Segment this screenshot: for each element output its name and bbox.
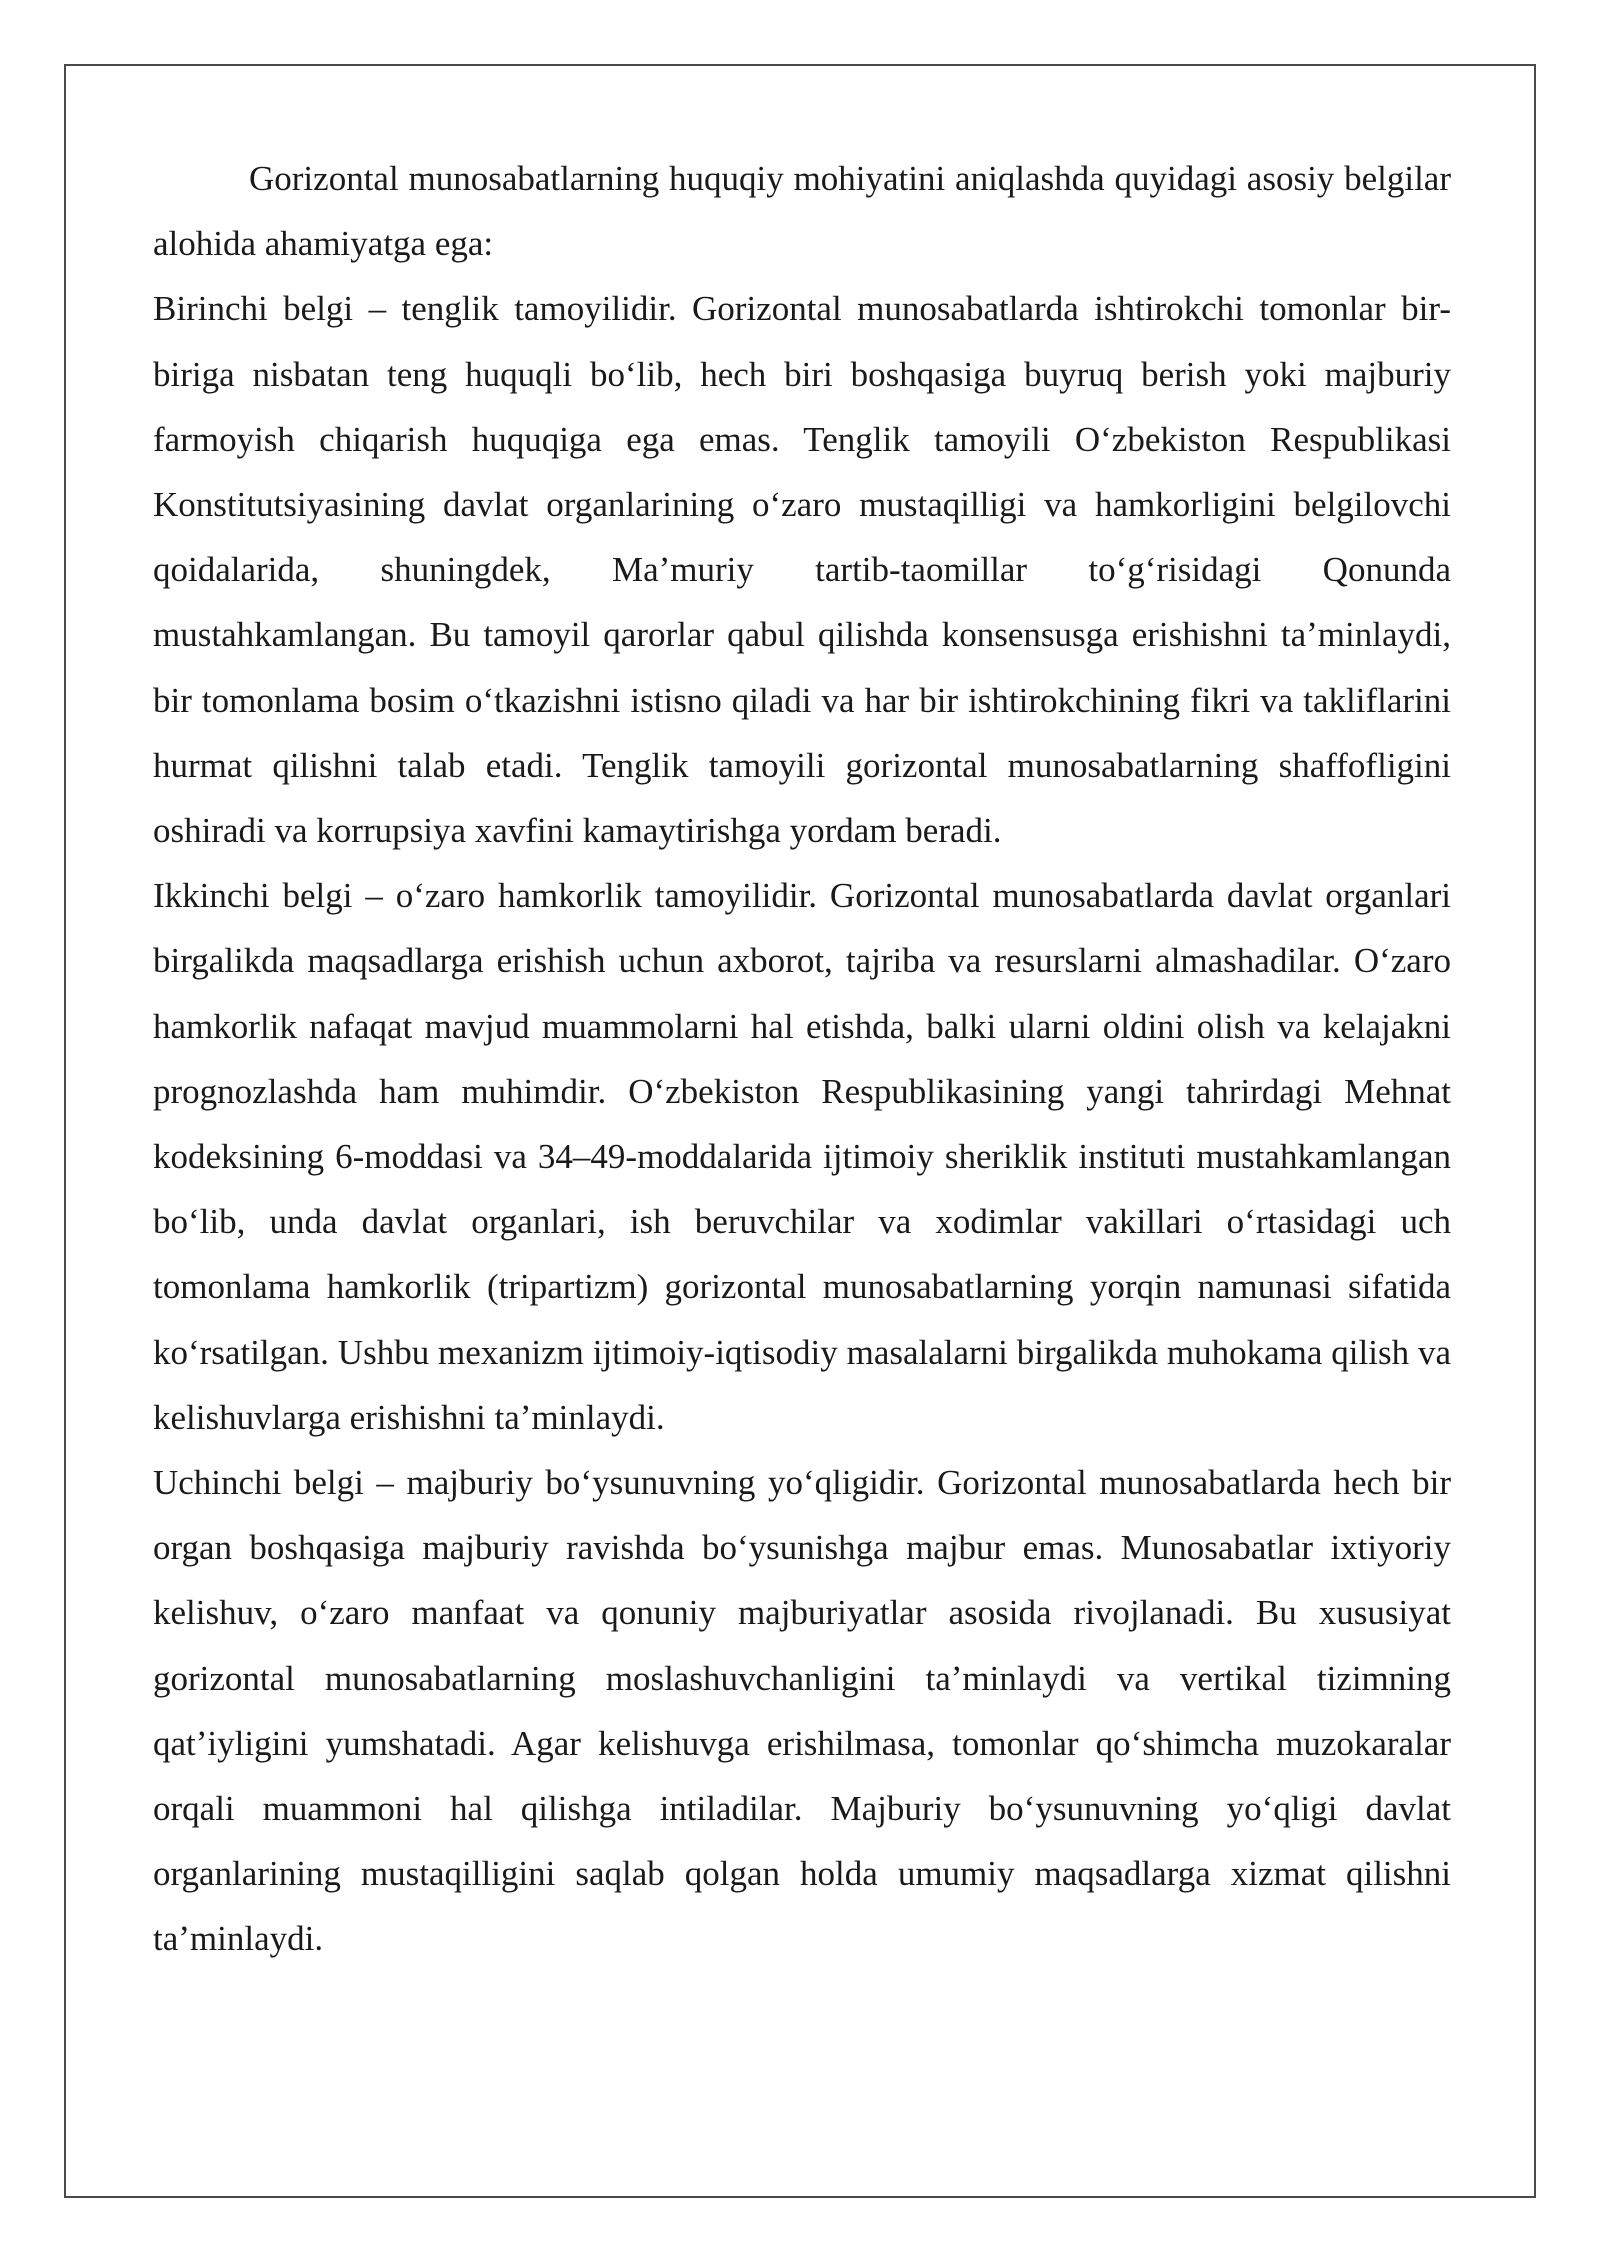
paragraph-first-feature: Birinchi belgi – tenglik tamoyilidir. Gorizontal munosabatlarda ishtirokchi tomonlar bir-biriga nisbatan teng huquqli boʻlib, hech biri boshqasiga buyruq berish yoki majburiy farmoyish chiqarish huquqiga ega emas. Tenglik tamoyili Oʻzbekiston Respublikasi Konstitutsiyasining davlat organlarining oʻzaro mustaqilligi va hamkorligini belgilovchi qoidalarida, shuningdek, Maʼmuriy tartib-taomillar toʻgʻrisidagi Qonunda mustahkamlangan. Bu tamoyil qarorlar qabul qilishda konsensusga erishishni taʼminlaydi, bir tomonlama bosim oʻtkazishni istisno qiladi va har bir ishtirokchining fikri va takliflarini hurmat qilishni talab etadi. Tenglik tamoyili gorizontal munosabatlarning shaffofligini oshiradi va korrupsiya xavfini kamaytirishga yordam beradi. [153,289,1451,851]
intro-paragraph: Gorizontal munosabatlarning huquqiy mohiyatini aniqlashda quyidagi asosiy belgilar alohida ahamiyatga ega: [153,159,1451,264]
paragraph-third-feature: Uchinchi belgi – majburiy boʻysunuvning yoʻqligidir. Gorizontal munosabatlarda hech bir organ boshqasiga majburiy ravishda boʻysunishga majbur emas. Munosabatlar ixtiyoriy kelishuv, oʻzaro manfaat va qonuniy majburiyatlar asosida rivojlanadi. Bu xususiyat gorizontal munosabatlarning moslashuvchanligini taʼminlaydi va vertikal tizimning qatʼiyligini yumshatadi. Agar kelishuvga erishilmasa, tomonlar qoʻshimcha muzokaralar orqali muammoni hal qilishga intiladilar. Majburiy boʻysunuvning yoʻqligi davlat organlarining mustaqilligini saqlab qolgan holda umumiy maqsadlarga xizmat qilishni taʼminlaydi. [153,1463,1451,1959]
paragraph-second-feature: Ikkinchi belgi – oʻzaro hamkorlik tamoyilidir. Gorizontal munosabatlarda davlat organlari birgalikda maqsadlarga erishish uchun axborot, tajriba va resurslarni almashadilar. Oʻzaro hamkorlik nafaqat mavjud muammolarni hal etishda, balki ularni oldini olish va kelajakni prognozlashda ham muhimdir. Oʻzbekiston Respublikasining yangi tahrirdagi Mehnat kodeksining 6-moddasi va 34–49-moddalarida ijtimoiy sheriklik instituti mustahkamlangan boʻlib, unda davlat organlari, ish beruvchilar va xodimlar vakillari oʻrtasidagi uch tomonlama hamkorlik (tripartizm) gorizontal munosabatlarning yorqin namunasi sifatida koʻrsatilgan. Ushbu mexanizm ijtimoiy-iqtisodiy masalalarni birgalikda muhokama qilish va kelishuvlarga erishishni taʼminlaydi. [153,876,1451,1437]
document-body [153,146,1451,1972]
